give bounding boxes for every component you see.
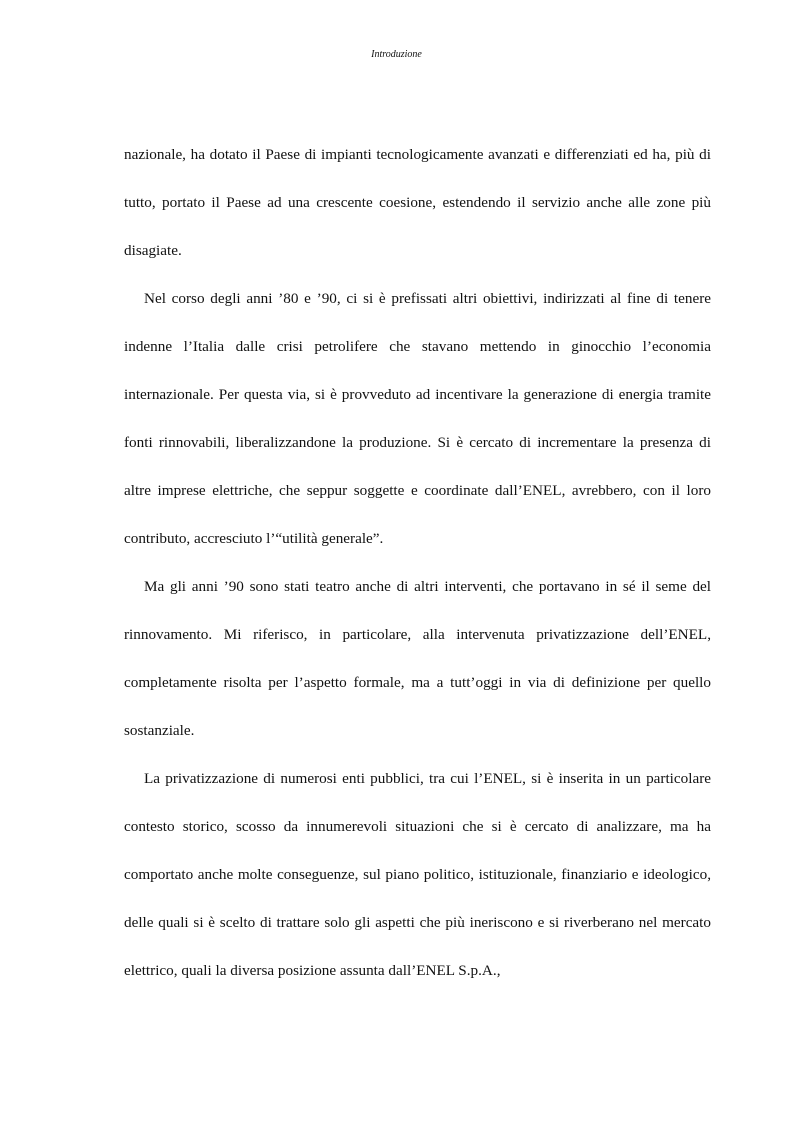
paragraph-privatization: Ma gli anni ’90 sono stati teatro anche di altri interventi, che portavano in sé il seme del rinnovamento. Mi riferisco, in particolare, alla intervenuta privatizzazione dell’ENEL, completamente risolta per l’aspetto formale, ma a tutt’oggi in via di definizione per quello sostanziale.	[124, 578, 711, 739]
body-text	[124, 131, 711, 995]
running-header: Introduzione	[371, 49, 422, 60]
paragraph-public-entities: La privatizzazione di numerosi enti pubblici, tra cui l’ENEL, si è inserita in un particolare contesto storico, scosso da innumerevoli situazioni che si è cercato di analizzare, ma ha comportato anche molte conseguenze, sul piano politico, istituzionale, finanziario e ideologico, delle quali si è scelto di trattare solo gli aspetti che più ineriscono e si riverberano nel mercato elettrico, quali la diversa posizione assunta dall’ENEL S.p.A.,	[124, 770, 711, 979]
paragraph-continuation: nazionale, ha dotato il Paese di impianti tecnologicamente avanzati e differenziati ed ha, più di tutto, portato il Paese ad una crescente coesione, estendendo il servizio anche alle zone più disagiate.	[124, 146, 711, 259]
paragraph-oil-crises: Nel corso degli anni ’80 e ’90, ci si è prefissati altri obiettivi, indirizzati al fine di tenere indenne l’Italia dalle crisi petrolifere che stavano mettendo in ginocchio l’economia internazionale. Per questa via, si è provveduto ad incentivare la generazione di energia tramite fonti rinnovabili, liberalizzandone la produzione. Si è cercato di incrementare la presenza di altre imprese elettriche, che seppur soggette e coordinate dall’ENEL, avrebbero, con il loro contributo, accresciuto l’“utilità generale”.	[124, 290, 711, 547]
